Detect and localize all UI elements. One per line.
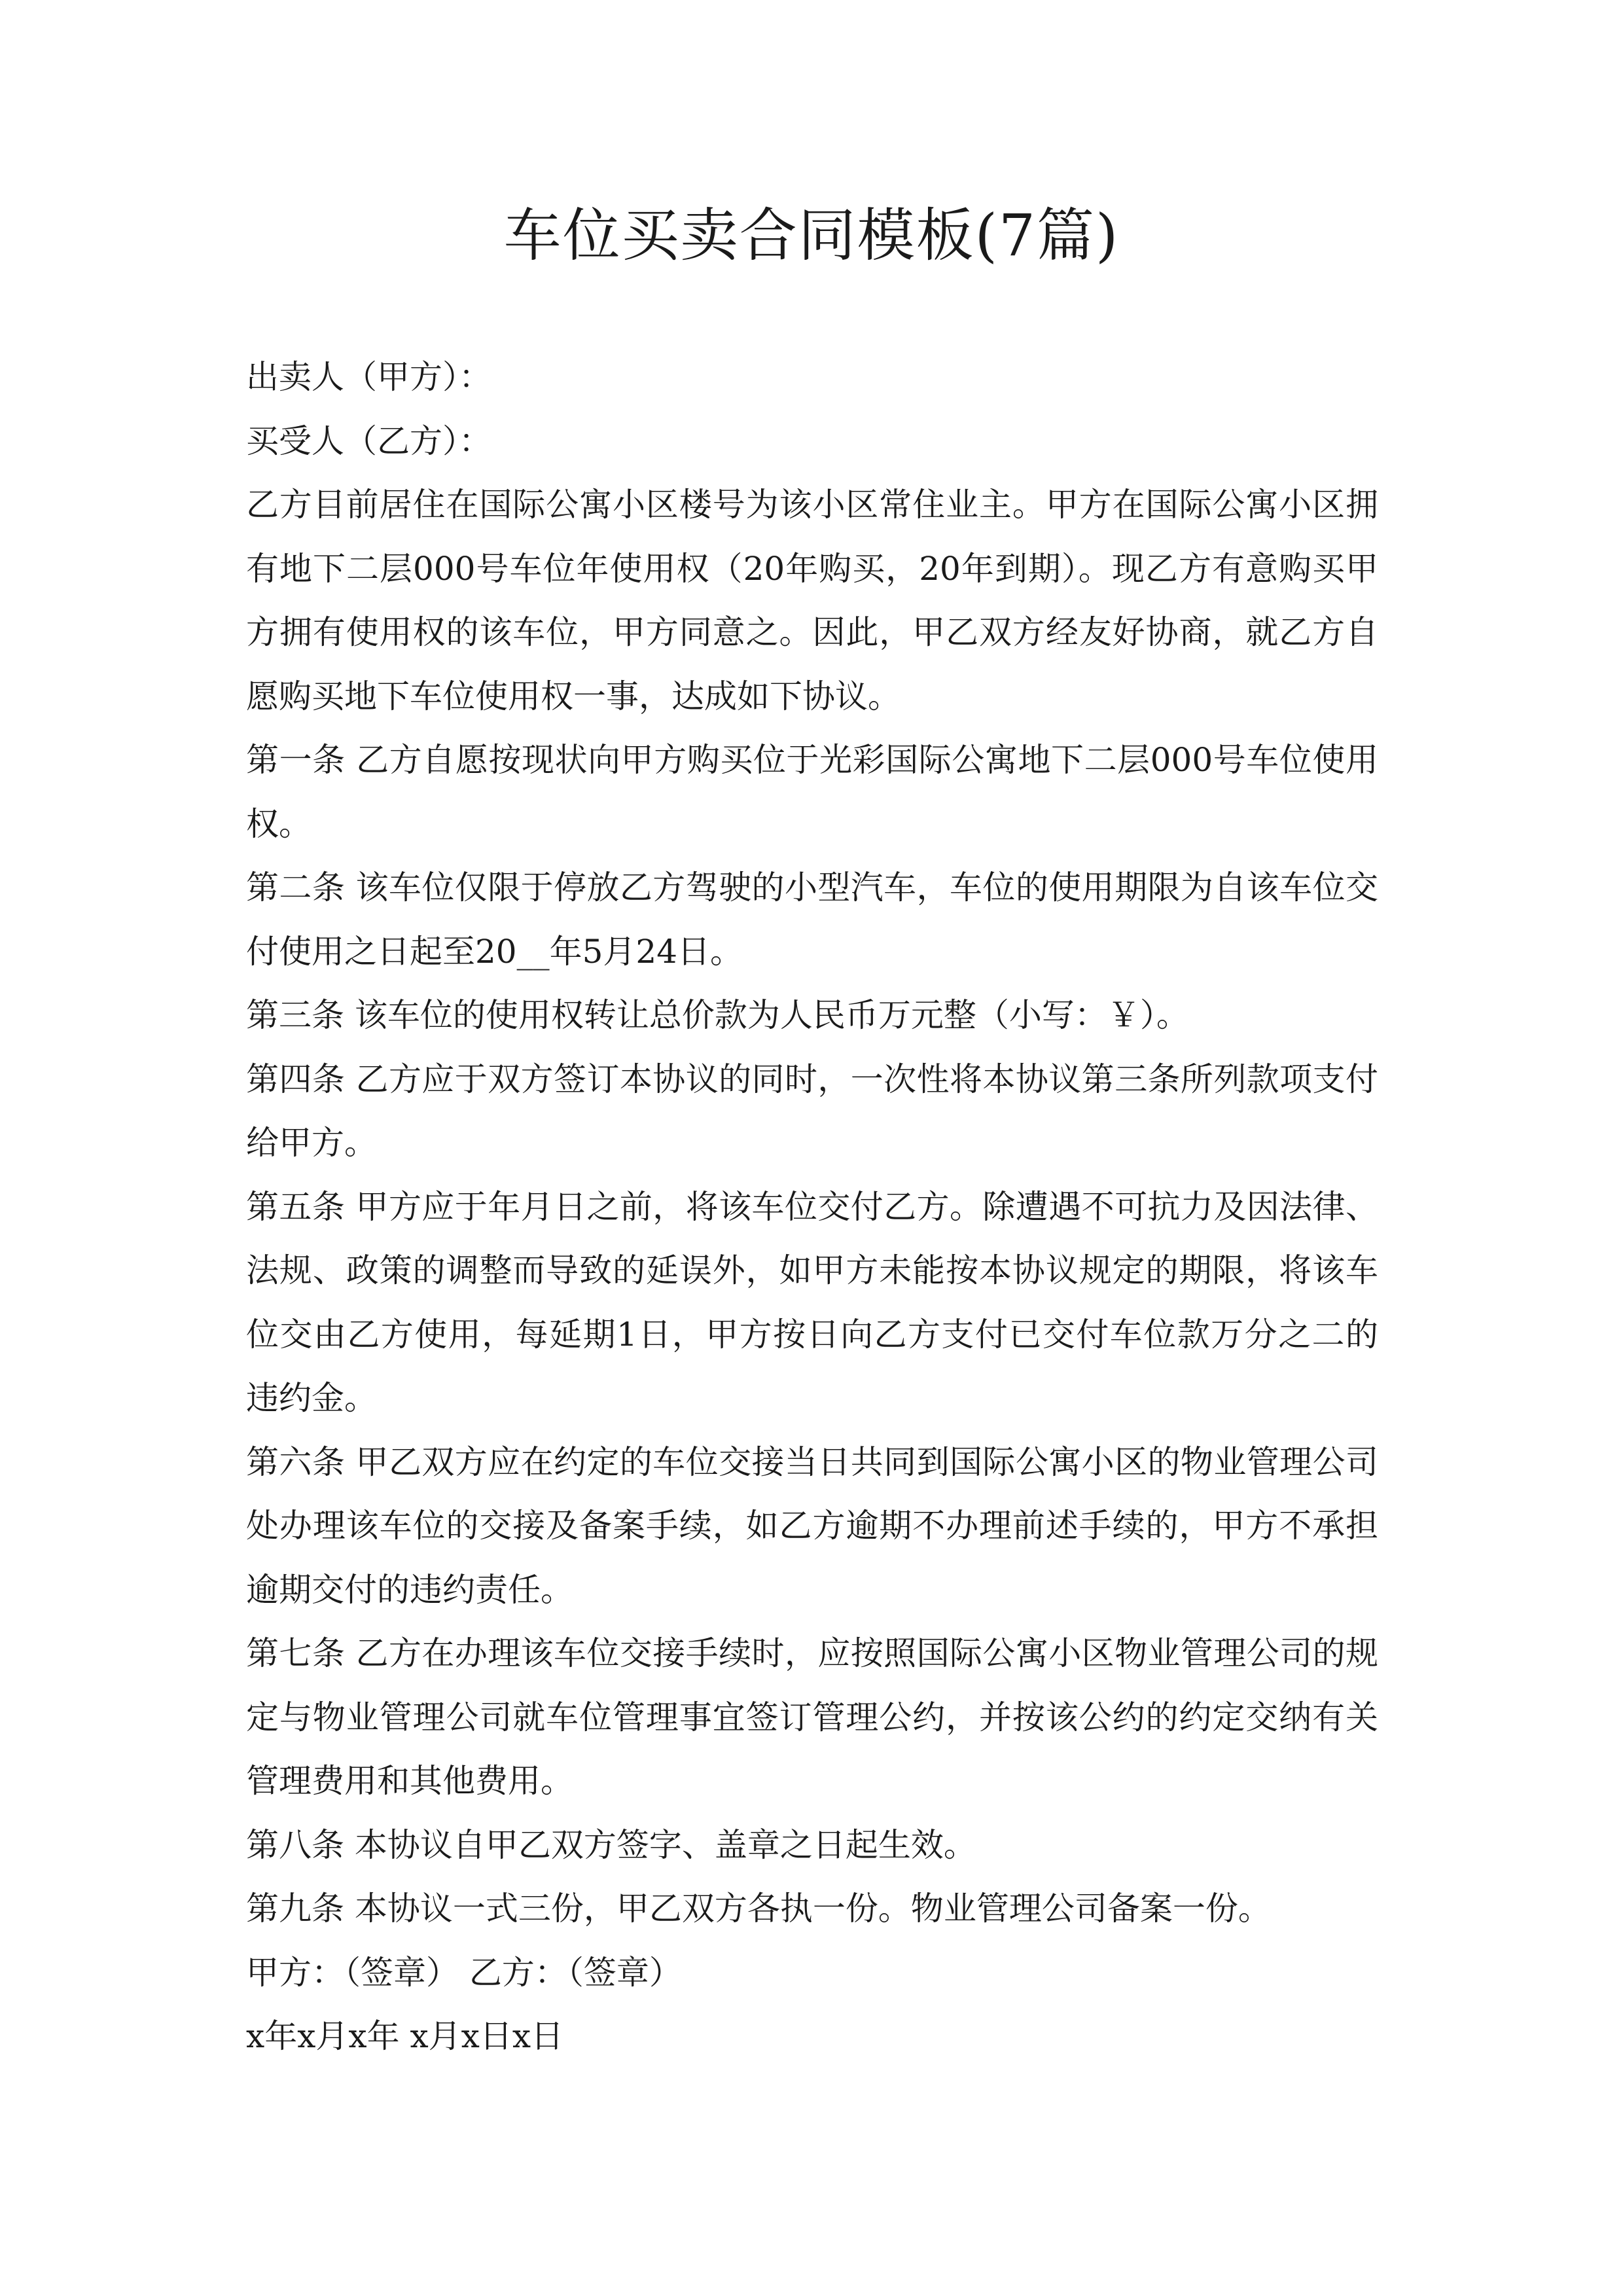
preamble-paragraph: 乙方目前居住在国际公寓小区楼号为该小区常住业主。甲方在国际公寓小区拥有地下二层000号车位年使用权（20年购买，20年到期）。现乙方有意购买甲方拥有使用权的该车位，甲方同意之。因此，甲乙双方经友好协商，就乙方自愿购买地下车位使用权一事，达成如下协议。	[246, 486, 1378, 715]
article-5: 第五条 甲方应于年月日之前，将该车位交付乙方。除遭遇不可抗力及因法律、法规、政策的调整而导致的延误外，如甲方未能按本协议规定的期限，将该车位交由乙方使用，每延期1日，甲方按日向乙方支付已交付车位款万分之二的违约金。	[246, 1187, 1378, 1417]
article-2: 第二条 该车位仅限于停放乙方驾驶的小型汽车，车位的使用期限为自该车位交付使用之日起至20__年5月24日。	[246, 869, 1378, 971]
article-4: 第四条 乙方应于双方签订本协议的同时，一次性将本协议第三条所列款项支付给甲方。	[246, 1060, 1378, 1162]
date-line: x年x月x年 x月x日x日	[246, 2017, 564, 2055]
article-3: 第三条 该车位的使用权转让总价款为人民币万元整（小写：￥）。	[246, 996, 1189, 1034]
document-title: 车位买卖合同模板(7篇)	[503, 202, 1120, 269]
document-body	[246, 346, 1378, 2069]
article-7: 第七条 乙方在办理该车位交接手续时，应按照国际公寓小区物业管理公司的规定与物业管理公司就车位管理事宜签订管理公约，并按该公约的约定交纳有关管理费用和其他费用。	[246, 1634, 1378, 1800]
signature-line: 甲方：（签章） 乙方：（签章）	[246, 1953, 682, 1992]
article-6: 第六条 甲乙双方应在约定的车位交接当日共同到国际公寓小区的物业管理公司处办理该车位的交接及备案手续，如乙方逾期不办理前述手续的，甲方不承担逾期交付的违约责任。	[246, 1443, 1378, 1609]
article-1: 第一条 乙方自愿按现状向甲方购买位于光彩国际公寓地下二层000号车位使用权。	[246, 741, 1378, 843]
seller-line: 出卖人（甲方）：	[246, 358, 491, 396]
article-9: 第九条 本协议一式三份，甲乙双方各执一份。物业管理公司备案一份。	[246, 1890, 1271, 1928]
article-8: 第八条 本协议自甲乙双方签字、盖章之日起生效。	[246, 1825, 976, 1864]
buyer-line: 买受人（乙方）：	[246, 422, 491, 460]
